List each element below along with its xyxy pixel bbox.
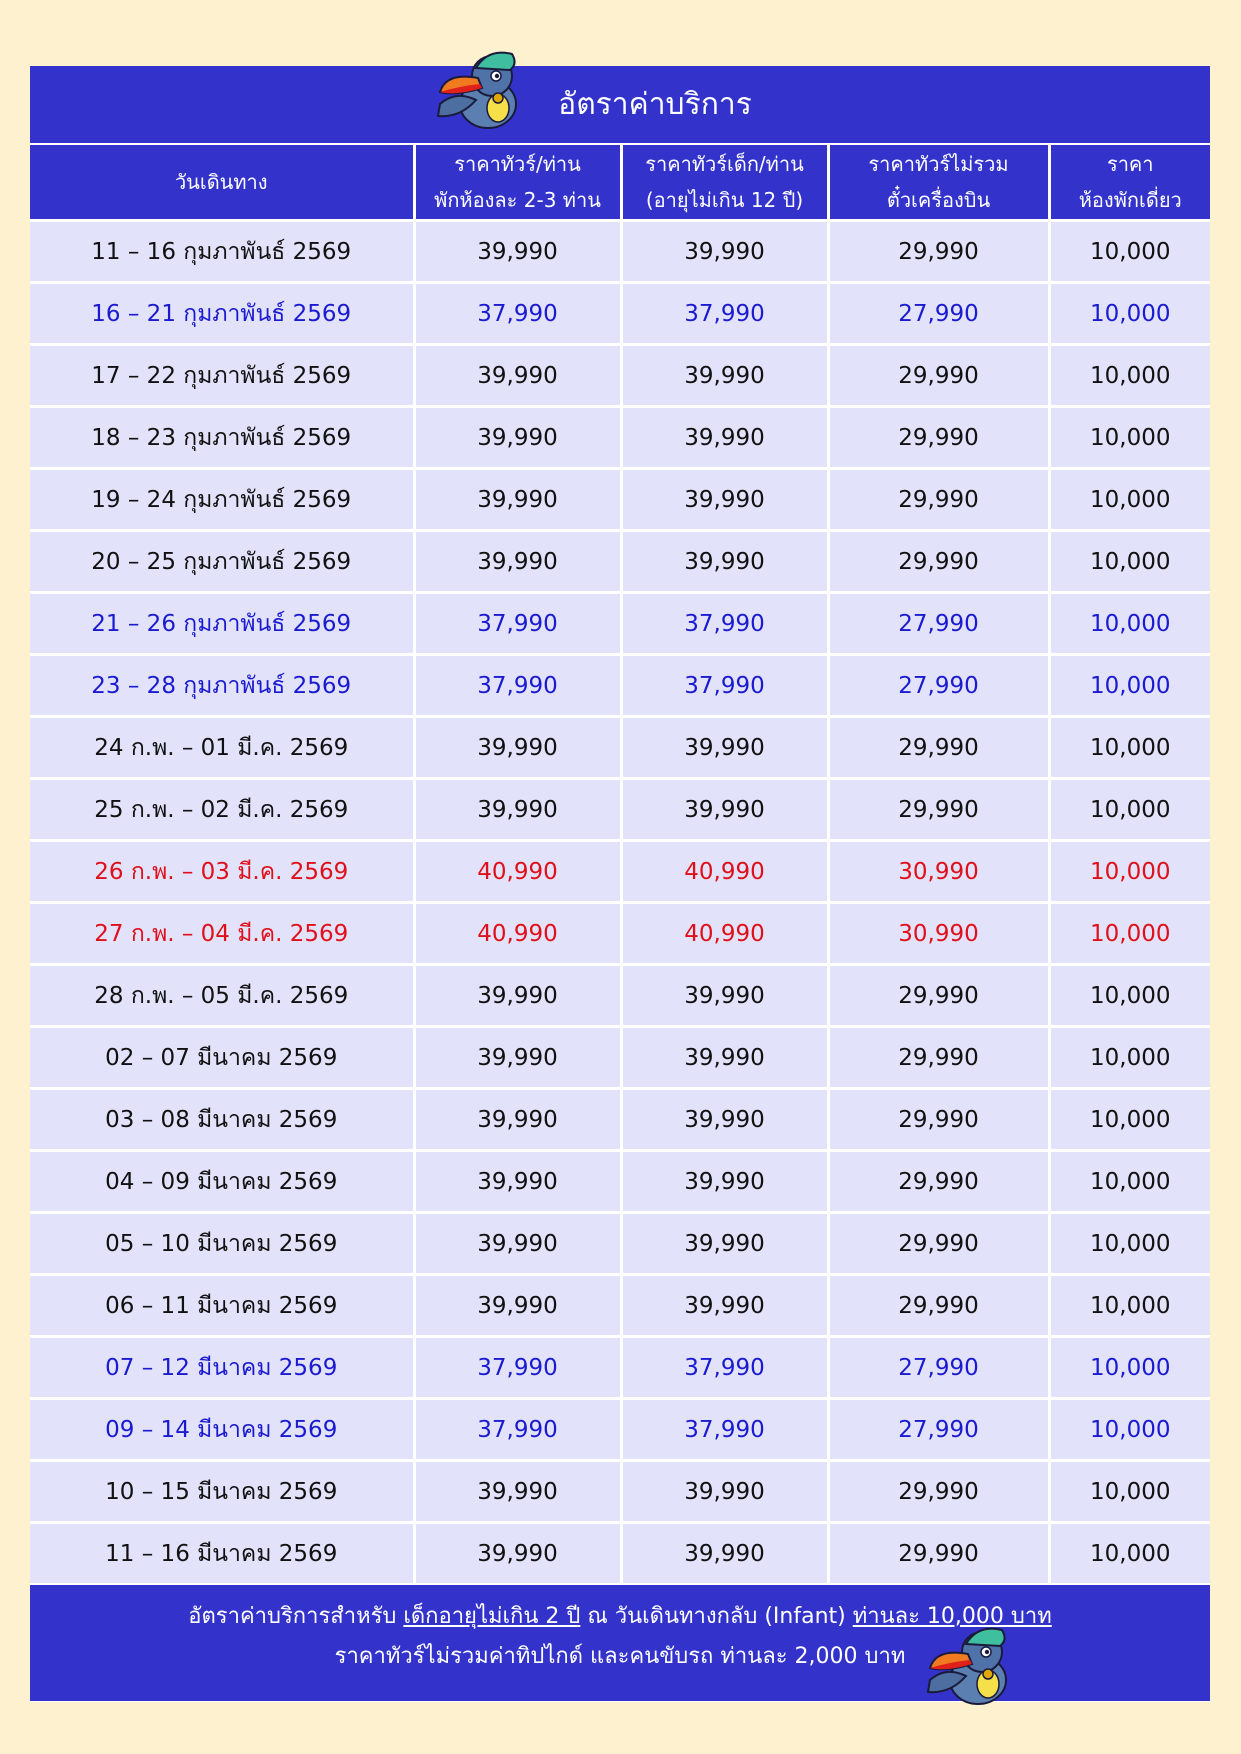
cell-no-ticket-price: 29,990 — [828, 1027, 1049, 1089]
table-row — [30, 283, 1210, 345]
cell-travel-date: 07 – 12 มีนาคม 2569 — [30, 1337, 414, 1399]
cell-travel-date: 04 – 09 มีนาคม 2569 — [30, 1151, 414, 1213]
cell-travel-date: 27 ก.พ. – 04 มี.ค. 2569 — [30, 903, 414, 965]
col-header-adult-price: ราคาทัวร์/ท่าน พักห้องละ 2-3 ท่าน — [414, 145, 621, 221]
cell-no-ticket-price: 29,990 — [828, 407, 1049, 469]
table-row — [30, 1523, 1210, 1584]
cell-child-price: 37,990 — [621, 655, 828, 717]
table-row — [30, 655, 1210, 717]
cell-single-room: 10,000 — [1049, 655, 1210, 717]
table-row — [30, 717, 1210, 779]
cell-single-room: 10,000 — [1049, 283, 1210, 345]
cell-adult-price: 39,990 — [414, 965, 621, 1027]
cell-travel-date: 26 ก.พ. – 03 มี.ค. 2569 — [30, 841, 414, 903]
cell-adult-price: 39,990 — [414, 717, 621, 779]
table-row — [30, 1275, 1210, 1337]
cell-adult-price: 37,990 — [414, 1337, 621, 1399]
footer-line-tip: ราคาทัวร์ไม่รวมค่าทิปไกด์ และคนขับรถ ท่านละ 2,000 บาท — [334, 1644, 906, 1669]
table-row — [30, 469, 1210, 531]
cell-child-price: 40,990 — [621, 903, 828, 965]
cell-no-ticket-price: 29,990 — [828, 531, 1049, 593]
cell-child-price: 37,990 — [621, 283, 828, 345]
cell-single-room: 10,000 — [1049, 1337, 1210, 1399]
cell-no-ticket-price: 27,990 — [828, 593, 1049, 655]
cell-child-price: 37,990 — [621, 1399, 828, 1461]
cell-single-room: 10,000 — [1049, 469, 1210, 531]
cell-no-ticket-price: 27,990 — [828, 1399, 1049, 1461]
cell-no-ticket-price: 29,990 — [828, 1151, 1049, 1213]
cell-single-room: 10,000 — [1049, 593, 1210, 655]
table-row — [30, 531, 1210, 593]
cell-no-ticket-price: 30,990 — [828, 841, 1049, 903]
table-row — [30, 1151, 1210, 1213]
cell-adult-price: 40,990 — [414, 903, 621, 965]
cell-single-room: 10,000 — [1049, 1523, 1210, 1584]
table-row — [30, 1089, 1210, 1151]
cell-travel-date: 18 – 23 กุมภาพันธ์ 2569 — [30, 407, 414, 469]
cell-travel-date: 19 – 24 กุมภาพันธ์ 2569 — [30, 469, 414, 531]
table-row — [30, 1337, 1210, 1399]
col-header-child-price: ราคาทัวร์เด็ก/ท่าน (อายุไม่เกิน 12 ปี) — [621, 145, 828, 221]
cell-single-room: 10,000 — [1049, 779, 1210, 841]
cell-travel-date: 21 – 26 กุมภาพันธ์ 2569 — [30, 593, 414, 655]
cell-child-price: 39,990 — [621, 965, 828, 1027]
cell-child-price: 39,990 — [621, 1089, 828, 1151]
cell-single-room: 10,000 — [1049, 903, 1210, 965]
cell-child-price: 37,990 — [621, 593, 828, 655]
table-row — [30, 779, 1210, 841]
footer-line-infant: อัตราค่าบริการสำหรับ เด็กอายุไม่เกิน 2 ปี ณ วันเดินทางกลับ (Infant) ท่านละ 10,000 บาท — [188, 1604, 1052, 1629]
cell-travel-date: 28 ก.พ. – 05 มี.ค. 2569 — [30, 965, 414, 1027]
title-bar — [30, 66, 1210, 143]
table-row — [30, 593, 1210, 655]
cell-no-ticket-price: 27,990 — [828, 655, 1049, 717]
cell-child-price: 39,990 — [621, 1523, 828, 1584]
table-row — [30, 965, 1210, 1027]
cell-travel-date: 09 – 14 มีนาคม 2569 — [30, 1399, 414, 1461]
cell-single-room: 10,000 — [1049, 841, 1210, 903]
cell-adult-price: 37,990 — [414, 655, 621, 717]
cell-travel-date: 25 ก.พ. – 02 มี.ค. 2569 — [30, 779, 414, 841]
cell-adult-price: 39,990 — [414, 1461, 621, 1523]
cell-single-room: 10,000 — [1049, 1089, 1210, 1151]
table-row — [30, 221, 1210, 283]
cell-travel-date: 20 – 25 กุมภาพันธ์ 2569 — [30, 531, 414, 593]
cell-no-ticket-price: 29,990 — [828, 469, 1049, 531]
table-row — [30, 1399, 1210, 1461]
cell-adult-price: 39,990 — [414, 1089, 621, 1151]
cell-child-price: 39,990 — [621, 717, 828, 779]
cell-child-price: 39,990 — [621, 1461, 828, 1523]
cell-adult-price: 37,990 — [414, 1399, 621, 1461]
cell-no-ticket-price: 29,990 — [828, 1461, 1049, 1523]
cell-child-price: 37,990 — [621, 1337, 828, 1399]
cell-no-ticket-price: 29,990 — [828, 1275, 1049, 1337]
cell-no-ticket-price: 29,990 — [828, 1213, 1049, 1275]
cell-single-room: 10,000 — [1049, 531, 1210, 593]
cell-travel-date: 10 – 15 มีนาคม 2569 — [30, 1461, 414, 1523]
cell-adult-price: 37,990 — [414, 593, 621, 655]
cell-travel-date: 17 – 22 กุมภาพันธ์ 2569 — [30, 345, 414, 407]
cell-travel-date: 24 ก.พ. – 01 มี.ค. 2569 — [30, 717, 414, 779]
cell-child-price: 40,990 — [621, 841, 828, 903]
cell-travel-date: 06 – 11 มีนาคม 2569 — [30, 1275, 414, 1337]
cell-no-ticket-price: 27,990 — [828, 1337, 1049, 1399]
col-header-travel-date: วันเดินทาง — [30, 145, 414, 221]
cell-adult-price: 39,990 — [414, 407, 621, 469]
cell-travel-date: 11 – 16 กุมภาพันธ์ 2569 — [30, 221, 414, 283]
table-row — [30, 903, 1210, 965]
price-table — [30, 145, 1210, 1583]
table-row — [30, 1461, 1210, 1523]
cell-no-ticket-price: 29,990 — [828, 1089, 1049, 1151]
cell-travel-date: 16 – 21 กุมภาพันธ์ 2569 — [30, 283, 414, 345]
cell-single-room: 10,000 — [1049, 1151, 1210, 1213]
table-row — [30, 1027, 1210, 1089]
cell-single-room: 10,000 — [1049, 965, 1210, 1027]
cell-no-ticket-price: 29,990 — [828, 1523, 1049, 1584]
col-header-single-room: ราคา ห้องพักเดี่ยว — [1049, 145, 1210, 221]
cell-adult-price: 40,990 — [414, 841, 621, 903]
cell-travel-date: 03 – 08 มีนาคม 2569 — [30, 1089, 414, 1151]
cell-single-room: 10,000 — [1049, 345, 1210, 407]
footer-note — [30, 1585, 1210, 1701]
cell-adult-price: 39,990 — [414, 345, 621, 407]
cell-single-room: 10,000 — [1049, 1399, 1210, 1461]
col-header-no-ticket-price: ราคาทัวร์ไม่รวม ตั๋วเครื่องบิน — [828, 145, 1049, 221]
cell-no-ticket-price: 30,990 — [828, 903, 1049, 965]
cell-travel-date: 02 – 07 มีนาคม 2569 — [30, 1027, 414, 1089]
cell-child-price: 39,990 — [621, 531, 828, 593]
table-header-row — [30, 145, 1210, 221]
cell-travel-date: 05 – 10 มีนาคม 2569 — [30, 1213, 414, 1275]
cell-child-price: 39,990 — [621, 1027, 828, 1089]
cell-adult-price: 39,990 — [414, 1275, 621, 1337]
cell-single-room: 10,000 — [1049, 717, 1210, 779]
table-row — [30, 841, 1210, 903]
cell-adult-price: 39,990 — [414, 221, 621, 283]
cell-travel-date: 23 – 28 กุมภาพันธ์ 2569 — [30, 655, 414, 717]
cell-child-price: 39,990 — [621, 221, 828, 283]
table-row — [30, 345, 1210, 407]
cell-adult-price: 39,990 — [414, 469, 621, 531]
cell-child-price: 39,990 — [621, 469, 828, 531]
cell-no-ticket-price: 29,990 — [828, 779, 1049, 841]
cell-single-room: 10,000 — [1049, 1213, 1210, 1275]
cell-adult-price: 39,990 — [414, 1027, 621, 1089]
toucan-mascot-icon — [916, 1618, 1024, 1718]
cell-adult-price: 39,990 — [414, 531, 621, 593]
cell-single-room: 10,000 — [1049, 1461, 1210, 1523]
cell-adult-price: 37,990 — [414, 283, 621, 345]
cell-no-ticket-price: 29,990 — [828, 221, 1049, 283]
toucan-mascot-icon — [426, 42, 534, 142]
cell-child-price: 39,990 — [621, 407, 828, 469]
cell-adult-price: 39,990 — [414, 779, 621, 841]
page-title: อัตราค่าบริการ — [558, 87, 752, 122]
cell-child-price: 39,990 — [621, 1151, 828, 1213]
cell-travel-date: 11 – 16 มีนาคม 2569 — [30, 1523, 414, 1584]
table-row — [30, 407, 1210, 469]
cell-child-price: 39,990 — [621, 345, 828, 407]
cell-adult-price: 39,990 — [414, 1151, 621, 1213]
cell-child-price: 39,990 — [621, 779, 828, 841]
cell-child-price: 39,990 — [621, 1213, 828, 1275]
cell-single-room: 10,000 — [1049, 1275, 1210, 1337]
cell-no-ticket-price: 29,990 — [828, 965, 1049, 1027]
table-row — [30, 1213, 1210, 1275]
cell-child-price: 39,990 — [621, 1275, 828, 1337]
cell-single-room: 10,000 — [1049, 407, 1210, 469]
cell-adult-price: 39,990 — [414, 1523, 621, 1584]
cell-no-ticket-price: 29,990 — [828, 345, 1049, 407]
cell-single-room: 10,000 — [1049, 221, 1210, 283]
cell-single-room: 10,000 — [1049, 1027, 1210, 1089]
cell-adult-price: 39,990 — [414, 1213, 621, 1275]
cell-no-ticket-price: 27,990 — [828, 283, 1049, 345]
cell-no-ticket-price: 29,990 — [828, 717, 1049, 779]
